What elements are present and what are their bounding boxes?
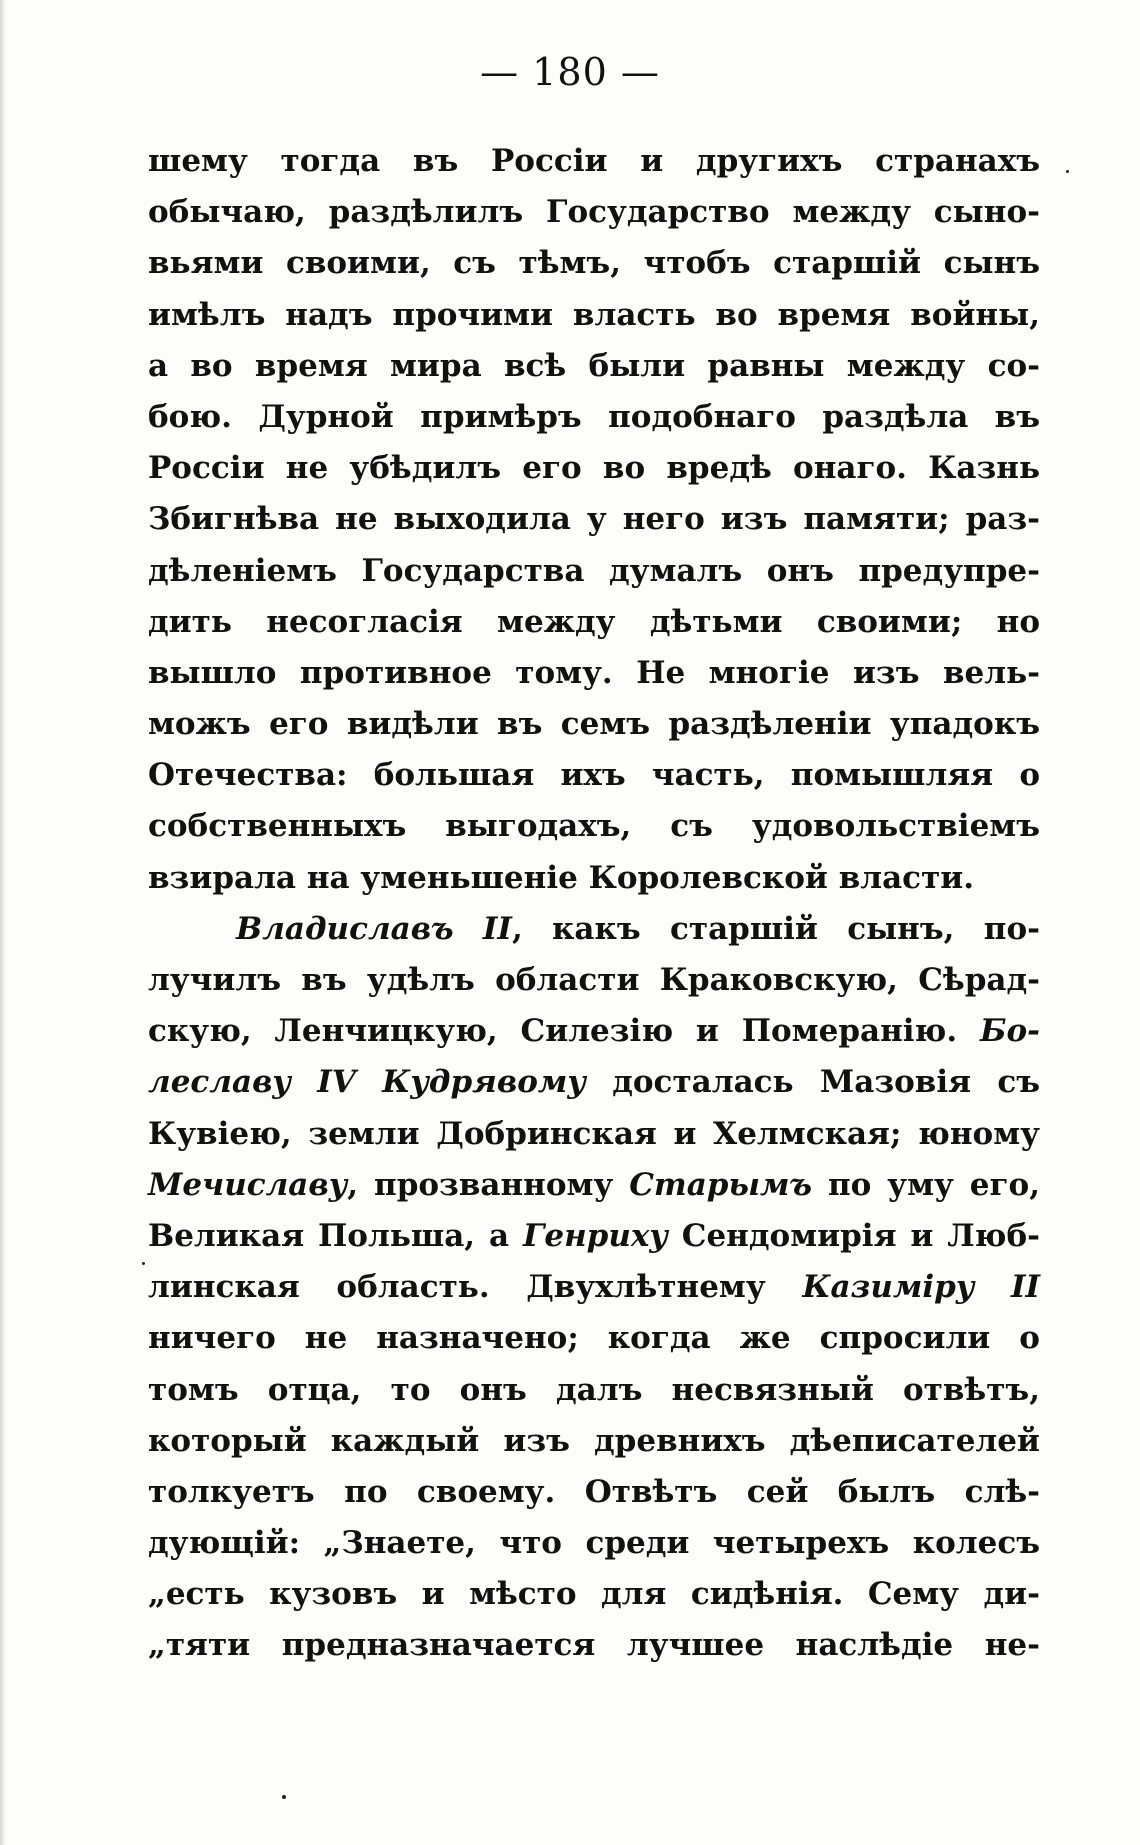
paragraph-start-line [148, 904, 1040, 955]
text-line: „есть кузовъ и мѣсто для сидѣнія. Сему ди- [148, 1576, 1040, 1613]
text-line: шему тогда въ Россіи и другихъ странахъ [148, 143, 1040, 179]
text-line: Отечества: большая ихъ часть, помышляя о [148, 757, 1040, 794]
page-number: — 180 — [480, 50, 660, 94]
text-line: вышло противное тому. Не многіе изъ вель- [148, 654, 1040, 691]
text-line: Россіи не убѣдилъ его во вредѣ онаго. Казнь [148, 450, 1040, 487]
text-line: собственныхъ выгодахъ, съ удовольствіемъ [148, 808, 1040, 845]
text-span: , какъ старшій сынъ, по- [511, 910, 1040, 947]
epithet-old: Старымъ [629, 1166, 813, 1203]
text-line: дить несогласія между дѣтьми своими; но [148, 603, 1040, 640]
text-line: вьями своими, съ тѣмъ, чтобъ старшій сынъ [148, 245, 1040, 282]
text-line [148, 1057, 1040, 1108]
text-line: лучилъ въ удѣлъ области Краковскую, Сѣрад- [148, 962, 1040, 998]
text-line: Кувіею, земли Добринская и Хелмская; юному [148, 1115, 1040, 1152]
ink-speck [1066, 170, 1069, 173]
text-line: Збигнѣва не выходила у него изъ памяти; раз- [148, 501, 1040, 538]
text-span: скую, Ленчицкую, Силезію и Померанію. [148, 1013, 980, 1050]
text-span: Великая Польша, а [148, 1217, 523, 1254]
text-span: линская область. Двухлѣтнему [148, 1269, 803, 1306]
name-boleslav: леславу IV Кудрявому [148, 1064, 586, 1101]
text-line: толкуетъ по своему. Отвѣтъ сей былъ слѣ- [148, 1473, 1040, 1510]
text-line: дующій: „Знаете, что среди четырехъ колесъ [148, 1525, 1040, 1562]
name-boleslav-start: Бо- [979, 1013, 1040, 1050]
text-line: „тяти предназначается лучшее наслѣдіе не- [148, 1627, 1040, 1664]
text-line: томъ отца, то онъ далъ несвязный отвѣтъ, [148, 1371, 1040, 1408]
text-line: а во время мира всѣ были равны между со- [148, 347, 1040, 384]
text-line: имѣлъ надъ прочими власть во время войны, [148, 296, 1040, 333]
text-line: дѣленіемъ Государства думалъ онъ предупре- [148, 552, 1040, 589]
name-genrikh: Генриху [522, 1217, 668, 1254]
body-text [148, 136, 1040, 1672]
ink-speck [142, 1262, 145, 1265]
text-line: обычаю, раздѣлилъ Государство между сыно- [148, 194, 1040, 231]
text-line [148, 1160, 1040, 1211]
text-line: взирала на уменьшеніе Королевской власти. [148, 859, 975, 896]
text-line [148, 1006, 1040, 1057]
text-line [148, 1211, 1040, 1262]
text-line [148, 1262, 1040, 1313]
text-line: который каждый изъ древнихъ дѣеписателей [148, 1422, 1040, 1459]
ink-speck [282, 1795, 286, 1799]
text-span: , прозванному [347, 1166, 630, 1203]
page-edge-shadow [0, 0, 6, 1845]
name-vladislav: Владиславъ II [236, 910, 512, 947]
text-span: Сендомирія и Люб- [667, 1217, 1040, 1254]
text-span: по уму его, [812, 1166, 1040, 1203]
text-line: бою. Дурной примѣръ подобнаго раздѣла въ [148, 398, 1040, 435]
text-span: досталась Мазовія съ [585, 1064, 1040, 1101]
text-line: можъ его видѣли въ семъ раздѣленіи упадокъ [148, 706, 1040, 743]
text-line: ничего не назначено; когда же спросили о [148, 1320, 1040, 1357]
name-mechislav: Мечиславу [148, 1166, 348, 1203]
name-kazimir: Казиміру II [802, 1269, 1040, 1306]
